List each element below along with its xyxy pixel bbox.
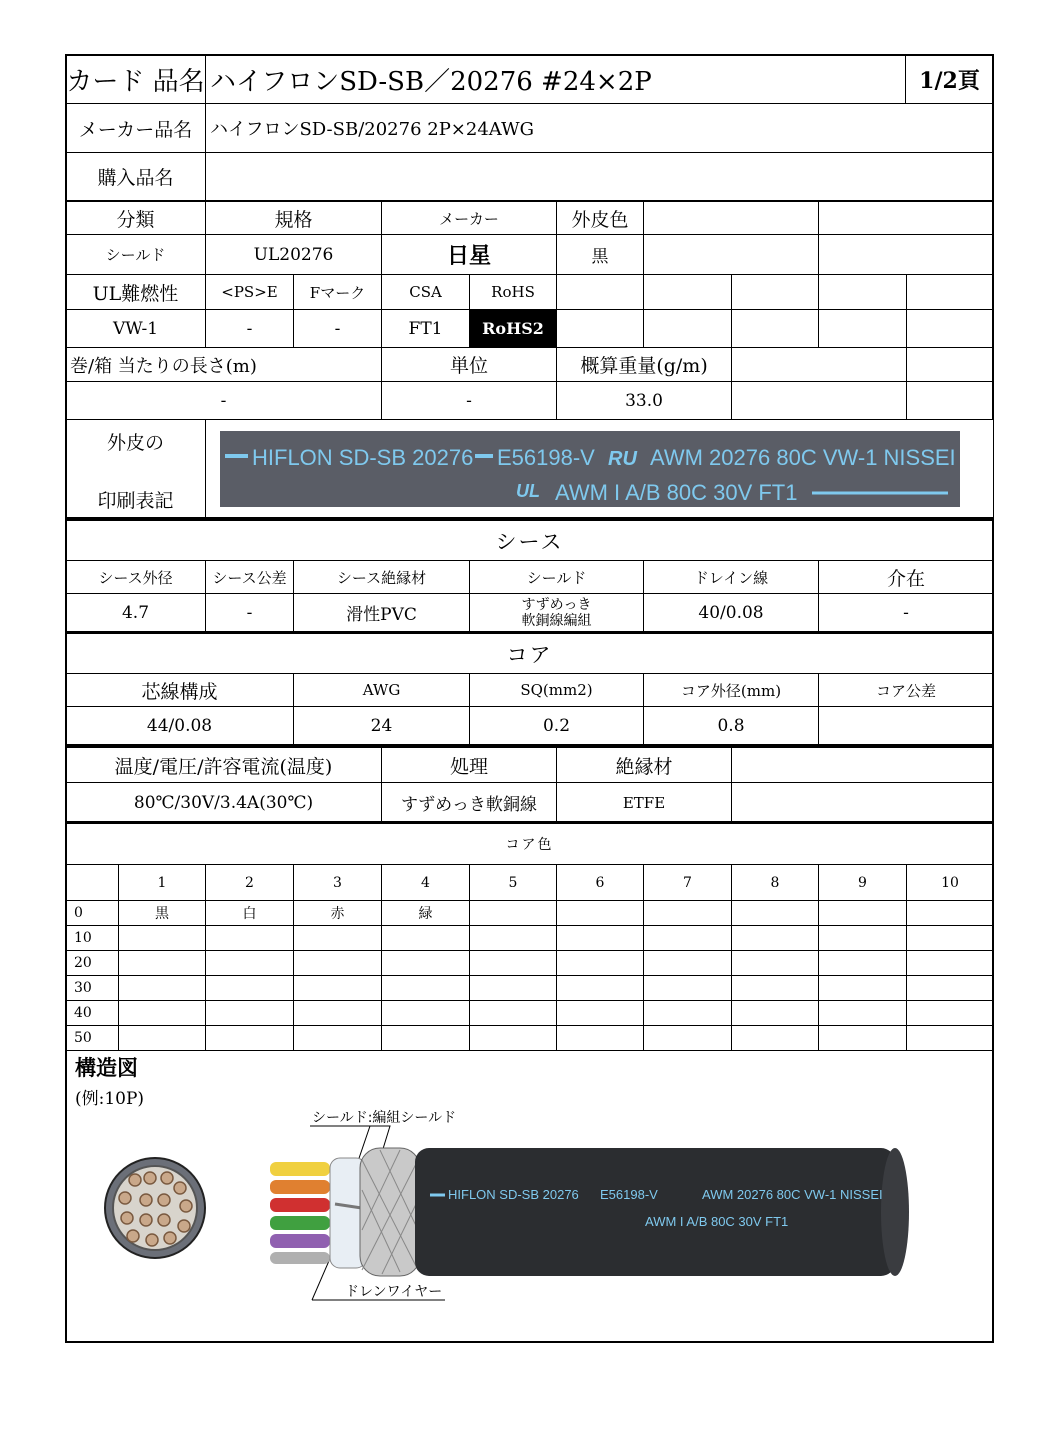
core-color-col-header: 9 bbox=[819, 865, 907, 901]
approval-value-ul: VW-1 bbox=[66, 310, 206, 348]
approval-value-csa: FT1 bbox=[382, 310, 470, 348]
core-circle bbox=[158, 1194, 170, 1206]
sheath-header-material: シース絶縁材 bbox=[294, 561, 470, 594]
core-value-strand: 44/0.08 bbox=[66, 707, 294, 745]
core-color-cell: 白 bbox=[206, 901, 294, 926]
core-color-cell: 緑 bbox=[382, 901, 470, 926]
core-color-col-header: 2 bbox=[206, 865, 294, 901]
core-circle bbox=[174, 1182, 186, 1194]
blank-cell bbox=[732, 348, 907, 382]
purchase-section bbox=[65, 152, 994, 201]
core-color-col-header: 3 bbox=[294, 865, 382, 901]
purchase-label: 購入品名 bbox=[66, 153, 206, 201]
pack-value-unit: - bbox=[382, 382, 557, 420]
cable-print-line1b: E56198-V bbox=[600, 1187, 658, 1202]
banner-text-line1b: E56198-V bbox=[496, 444, 595, 470]
sheath-value-material: 滑性PVC bbox=[294, 594, 470, 632]
blank-cell bbox=[907, 310, 994, 348]
blank-cell bbox=[907, 348, 994, 382]
blank-cell bbox=[732, 783, 994, 823]
sheath-value-shield bbox=[470, 594, 644, 632]
pack-header-length: 巻/箱 当たりの長さ(m) bbox=[66, 348, 382, 382]
class-header-color: 外皮色 bbox=[557, 202, 644, 235]
core-circle bbox=[121, 1212, 133, 1224]
blank-cell bbox=[557, 275, 644, 310]
sheath-title: シース bbox=[66, 520, 994, 561]
print-marking-banner-cell bbox=[206, 420, 994, 518]
cable-end bbox=[881, 1148, 909, 1276]
sheath-header-filler: 介在 bbox=[819, 561, 994, 594]
core-color-cell bbox=[470, 976, 557, 1001]
core-color-row-label: 20 bbox=[66, 951, 119, 976]
pack-header-unit: 単位 bbox=[382, 348, 557, 382]
core-color-col-header: 1 bbox=[119, 865, 206, 901]
core-color-cell bbox=[907, 951, 994, 976]
structure-example: (例:10P) bbox=[75, 1089, 145, 1109]
core-color-cell bbox=[382, 1026, 470, 1051]
core-color-cell bbox=[732, 926, 819, 951]
core-value-tol bbox=[819, 707, 994, 745]
core-color-cell bbox=[819, 1026, 907, 1051]
sheath-value-filler: - bbox=[819, 594, 994, 632]
core-color-cell bbox=[470, 926, 557, 951]
card-name: ハイフロンSD-SB／20276 #24×2P bbox=[206, 55, 906, 104]
blank-cell bbox=[557, 310, 644, 348]
core-color-row-label: 10 bbox=[66, 926, 119, 951]
blank-cell bbox=[644, 310, 732, 348]
structure-title: 構造図 bbox=[75, 1056, 138, 1080]
core-color-row-label: 0 bbox=[66, 901, 119, 926]
core-color-cell bbox=[294, 1026, 382, 1051]
core-color-row-label: 30 bbox=[66, 976, 119, 1001]
sheath-shield-line2: 軟銅線編組 bbox=[521, 612, 592, 629]
core-color-cell bbox=[119, 1026, 206, 1051]
rating-value-temp: 80℃/30V/3.4A(30℃) bbox=[66, 783, 382, 823]
blank-cell bbox=[732, 747, 994, 783]
core-color-cell bbox=[907, 1001, 994, 1026]
sheath-section bbox=[65, 518, 994, 632]
core-color-cell bbox=[644, 1001, 732, 1026]
core-circle bbox=[119, 1192, 131, 1204]
core-color-cell bbox=[206, 1026, 294, 1051]
core-color-row bbox=[66, 1026, 994, 1051]
core-color-cell bbox=[907, 1026, 994, 1051]
class-header-maker: メーカー bbox=[382, 202, 557, 235]
blank-cell bbox=[644, 235, 819, 275]
core-header-sq: SQ(mm2) bbox=[470, 674, 644, 707]
drain-callout-label: ドレンワイヤー bbox=[345, 1284, 443, 1300]
shield-callout-label: シールド:編組シールド bbox=[312, 1110, 457, 1126]
core-color-cell bbox=[557, 976, 644, 1001]
core-color-cell bbox=[819, 976, 907, 1001]
pack-value-weight: 33.0 bbox=[557, 382, 732, 420]
blank-cell bbox=[819, 235, 994, 275]
core-circle bbox=[164, 1232, 176, 1244]
core-color-cell bbox=[470, 1026, 557, 1051]
core-color-row-label: 50 bbox=[66, 1026, 119, 1051]
cable-print-line1a: HIFLON SD-SB 20276 bbox=[448, 1187, 579, 1202]
core-color-cell bbox=[819, 901, 907, 926]
core-color-row bbox=[66, 901, 994, 926]
header-section bbox=[65, 54, 994, 153]
core-title: コア bbox=[66, 633, 994, 674]
blank-cell bbox=[732, 275, 819, 310]
core-color-cell bbox=[907, 976, 994, 1001]
core-color-cell bbox=[470, 901, 557, 926]
ratings-section bbox=[65, 745, 994, 823]
core-color-row bbox=[66, 1001, 994, 1026]
core-color-cell bbox=[206, 951, 294, 976]
core-circle bbox=[180, 1200, 192, 1212]
core-color-cell bbox=[206, 976, 294, 1001]
blank-cell bbox=[819, 310, 907, 348]
core-wire bbox=[270, 1216, 330, 1230]
core-color-cell bbox=[732, 976, 819, 1001]
rohs-badge: RoHS2 bbox=[470, 310, 557, 348]
class-value-color: 黒 bbox=[557, 235, 644, 275]
core-color-cell bbox=[382, 1001, 470, 1026]
core-color-cell bbox=[732, 951, 819, 976]
blank-cell bbox=[732, 382, 907, 420]
print-marking-section bbox=[65, 419, 994, 518]
maker-name: ハイフロンSD-SB/20276 2P×24AWG bbox=[206, 104, 994, 153]
approval-header-ul: UL難燃性 bbox=[66, 275, 206, 310]
pack-header-weight: 概算重量(g/m) bbox=[557, 348, 732, 382]
core-color-cell bbox=[907, 901, 994, 926]
core-color-row bbox=[66, 976, 994, 1001]
core-wire bbox=[270, 1252, 330, 1264]
banner-text-line1a: HIFLON SD-SB 20276 bbox=[251, 444, 473, 470]
core-circle bbox=[161, 1172, 173, 1184]
class-value-standard: UL20276 bbox=[206, 235, 382, 275]
core-color-cell bbox=[119, 951, 206, 976]
core-color-cell bbox=[119, 1001, 206, 1026]
core-wire bbox=[270, 1234, 330, 1248]
core-color-cell bbox=[382, 926, 470, 951]
rating-header-temp: 温度/電圧/許容電流(温度) bbox=[66, 747, 382, 783]
core-color-cell bbox=[644, 1026, 732, 1051]
approval-header-rohs: RoHS bbox=[470, 275, 557, 310]
core-color-cell bbox=[557, 1001, 644, 1026]
core-wire bbox=[270, 1180, 330, 1194]
core-color-cell bbox=[119, 976, 206, 1001]
sheath-header-od: シース外径 bbox=[66, 561, 206, 594]
core-circle bbox=[144, 1172, 156, 1184]
core-section bbox=[65, 631, 994, 745]
rating-value-insulation: ETFE bbox=[557, 783, 732, 823]
approval-header-fmark: Fマーク bbox=[294, 275, 382, 310]
core-value-awg: 24 bbox=[294, 707, 470, 745]
core-color-cell bbox=[644, 901, 732, 926]
core-header-od: コア外径(mm) bbox=[644, 674, 819, 707]
cable-print-line1c: AWM 20276 80C VW-1 NISSEI bbox=[702, 1187, 883, 1202]
core-color-cell bbox=[644, 976, 732, 1001]
sheath-header-tol: シース公差 bbox=[206, 561, 294, 594]
core-color-cell bbox=[732, 901, 819, 926]
core-color-cell bbox=[907, 926, 994, 951]
core-color-cell bbox=[557, 901, 644, 926]
core-color-cell bbox=[819, 926, 907, 951]
sheath-shield-line1: すずめっき bbox=[521, 596, 592, 613]
banner-ru-mark: RU bbox=[607, 447, 637, 470]
core-header-strand: 芯線構成 bbox=[66, 674, 294, 707]
sheath-value-tol: - bbox=[206, 594, 294, 632]
approval-header-pse: <PS>E bbox=[206, 275, 294, 310]
core-color-row-label: 40 bbox=[66, 1001, 119, 1026]
core-color-col-header: 10 bbox=[907, 865, 994, 901]
print-marking-banner bbox=[220, 429, 980, 509]
cable-jacket bbox=[415, 1148, 895, 1276]
class-value-category: シールド bbox=[66, 235, 206, 275]
core-color-cell bbox=[557, 926, 644, 951]
sheath-value-od: 4.7 bbox=[66, 594, 206, 632]
blank-cell bbox=[907, 275, 994, 310]
approval-value-fmark: - bbox=[294, 310, 382, 348]
banner-text-line1c: AWM 20276 80C VW-1 NISSEI bbox=[649, 444, 956, 470]
core-circle bbox=[146, 1234, 158, 1246]
core-color-cell bbox=[206, 926, 294, 951]
class-header-standard: 規格 bbox=[206, 202, 382, 235]
core-color-cell bbox=[382, 951, 470, 976]
card-label: カード 品名 bbox=[66, 55, 206, 104]
core-color-cell: 赤 bbox=[294, 901, 382, 926]
approval-header-csa: CSA bbox=[382, 275, 470, 310]
core-color-cell bbox=[119, 926, 206, 951]
core-color-cell bbox=[557, 951, 644, 976]
rating-value-treatment: すずめっき軟銅線 bbox=[382, 783, 557, 823]
cable-print-line2: AWM I A/B 80C 30V FT1 bbox=[645, 1214, 789, 1229]
class-header-category: 分類 bbox=[66, 202, 206, 235]
purchase-name bbox=[206, 153, 994, 201]
core-color-cell bbox=[294, 976, 382, 1001]
core-color-row bbox=[66, 951, 994, 976]
pack-value-length: - bbox=[66, 382, 382, 420]
blank-cell bbox=[732, 310, 819, 348]
core-color-col-header: 7 bbox=[644, 865, 732, 901]
rating-header-treatment: 処理 bbox=[382, 747, 557, 783]
core-color-row bbox=[66, 926, 994, 951]
core-color-cell bbox=[732, 1001, 819, 1026]
core-wire bbox=[270, 1162, 330, 1176]
core-color-section bbox=[65, 821, 994, 1051]
print-marking-label-top: 外皮の bbox=[106, 432, 164, 454]
core-color-cell bbox=[294, 1001, 382, 1026]
blank-cell bbox=[644, 202, 819, 235]
core-color-title: コア色 bbox=[66, 823, 994, 865]
core-value-sq: 0.2 bbox=[470, 707, 644, 745]
print-marking-label-bottom: 印刷表記 bbox=[97, 490, 174, 512]
core-header-tol: コア公差 bbox=[819, 674, 994, 707]
core-circle bbox=[158, 1214, 170, 1226]
print-marking-label-cell bbox=[66, 420, 206, 518]
blank-cell bbox=[819, 275, 907, 310]
core-color-cell bbox=[206, 1001, 294, 1026]
spec-grid bbox=[65, 201, 994, 420]
core-color-cell bbox=[294, 926, 382, 951]
sheath-value-drain: 40/0.08 bbox=[644, 594, 819, 632]
approval-value-pse: - bbox=[206, 310, 294, 348]
blank-cell bbox=[644, 275, 732, 310]
core-color-cell bbox=[294, 951, 382, 976]
core-color-col-header: 6 bbox=[557, 865, 644, 901]
rating-header-insulation: 絶縁材 bbox=[557, 747, 732, 783]
core-color-col-header: 8 bbox=[732, 865, 819, 901]
core-circle bbox=[140, 1194, 152, 1206]
core-header-awg: AWG bbox=[294, 674, 470, 707]
core-circle bbox=[178, 1220, 190, 1232]
core-color-cell bbox=[470, 1001, 557, 1026]
cross-section bbox=[105, 1158, 205, 1258]
core-wire bbox=[270, 1198, 330, 1212]
core-color-cell bbox=[557, 1026, 644, 1051]
core-color-cell bbox=[644, 951, 732, 976]
core-circle bbox=[127, 1230, 139, 1242]
banner-ul-mark: UL bbox=[515, 480, 540, 501]
core-color-col-header: 5 bbox=[470, 865, 557, 901]
cable-structure-diagram bbox=[100, 1100, 920, 1310]
core-color-cell bbox=[470, 951, 557, 976]
page-number: 1/2頁 bbox=[906, 55, 994, 104]
core-color-corner bbox=[66, 865, 119, 901]
core-color-cell bbox=[382, 976, 470, 1001]
exposed-cores bbox=[270, 1158, 375, 1268]
core-color-cell bbox=[819, 951, 907, 976]
core-color-cell bbox=[819, 1001, 907, 1026]
blank-cell bbox=[819, 202, 994, 235]
core-value-od: 0.8 bbox=[644, 707, 819, 745]
blank-cell bbox=[907, 382, 994, 420]
core-circle bbox=[129, 1174, 141, 1186]
maker-label: メーカー品名 bbox=[66, 104, 206, 153]
core-circle bbox=[140, 1214, 152, 1226]
sheath-header-shield: シールド bbox=[470, 561, 644, 594]
core-color-cell bbox=[644, 926, 732, 951]
banner-text-line2: AWM I A/B 80C 30V FT1 bbox=[554, 479, 797, 505]
core-color-col-header: 4 bbox=[382, 865, 470, 901]
class-value-maker: 日星 bbox=[382, 235, 557, 275]
core-color-cell: 黒 bbox=[119, 901, 206, 926]
sheath-header-drain: ドレイン線 bbox=[644, 561, 819, 594]
core-color-cell bbox=[732, 1026, 819, 1051]
